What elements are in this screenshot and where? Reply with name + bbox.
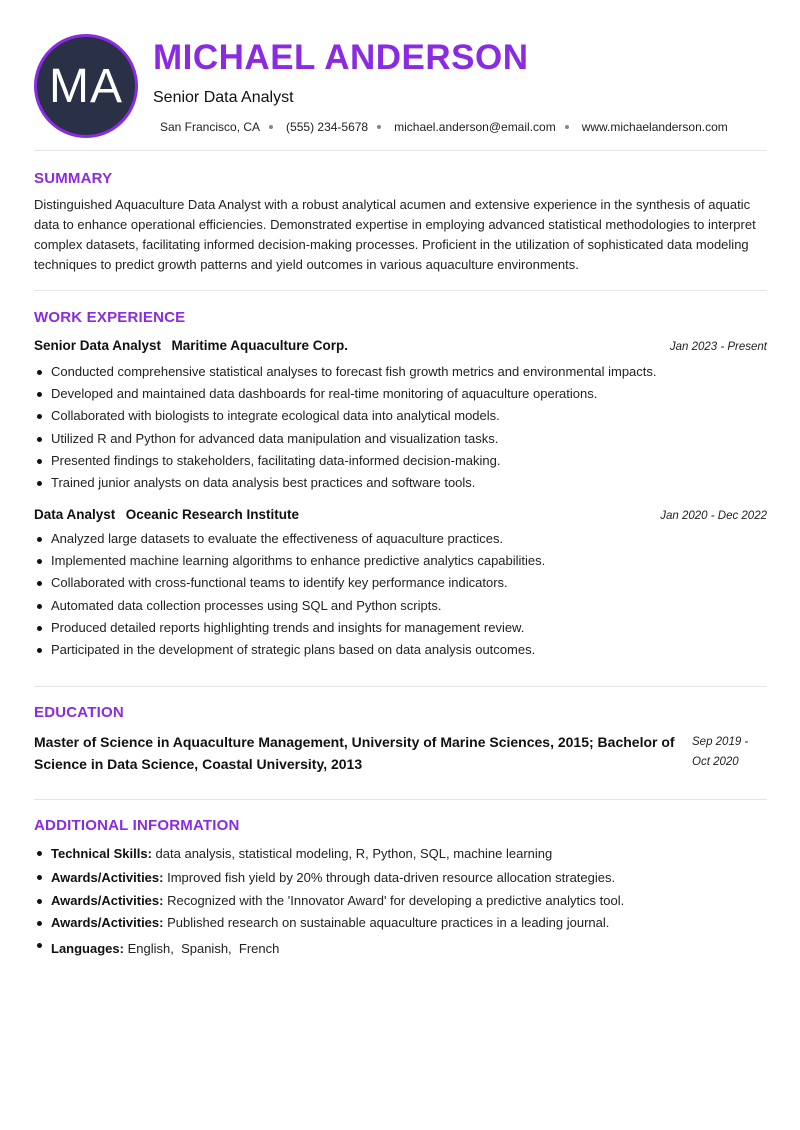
section-divider [34, 686, 767, 687]
info-label: Languages: [51, 941, 124, 956]
summary-heading: SUMMARY [34, 170, 113, 187]
candidate-name: MICHAEL ANDERSON [153, 38, 529, 77]
separator-dot-icon [565, 125, 569, 129]
list-item [34, 912, 767, 934]
education-dates: Sep 2019 - Oct 2020 [692, 736, 749, 768]
job-bullets [34, 528, 767, 661]
info-text: English, Spanish, French [127, 941, 280, 956]
list-item: Conducted comprehensive statistical analyses to forecast fish growth metrics and environmental impacts. [34, 361, 767, 383]
section-divider [34, 150, 767, 151]
info-label: Technical Skills: [51, 846, 152, 861]
job-role: Data Analyst [34, 507, 116, 522]
contact-location: San Francisco, CA [160, 120, 261, 134]
info-text: Improved fish yield by 20% through data-driven resource allocation strategies. [167, 870, 616, 885]
separator-dot-icon [269, 125, 273, 129]
list-item: Utilized R and Python for advanced data manipulation and visualization tasks. [34, 428, 767, 450]
section-divider [34, 799, 767, 800]
info-label: Awards/Activities: [51, 893, 164, 908]
additional-info-heading: ADDITIONAL INFORMATION [34, 817, 240, 834]
job-role: Senior Data Analyst [34, 338, 162, 353]
info-text: data analysis, statistical modeling, R, Python, SQL, machine learning [155, 846, 553, 861]
avatar-initials: MA [49, 59, 123, 113]
job-dates: Jan 2020 - Dec 2022 [660, 510, 767, 522]
list-item: Trained junior analysts on data analysis best practices and software tools. [34, 472, 767, 494]
list-item: Collaborated with biologists to integrate ecological data into analytical models. [34, 405, 767, 427]
job-bullets [34, 361, 767, 494]
contact-website[interactable]: www.michaelanderson.com [581, 120, 728, 134]
list-item: Implemented machine learning algorithms to enhance predictive analytics capabilities. [34, 550, 767, 572]
separator-dot-icon [377, 125, 381, 129]
list-item [34, 890, 767, 912]
avatar [34, 34, 138, 138]
summary-text: Distinguished Aquaculture Data Analyst with a robust analytical acumen and extensive experience in the synthesis of aquatic data to enhance operational efficiencies. Demonstrated expertise in employing advanced statistical methodologies to interpret complex datasets, facilitating informed decision-making processes. Proficient in the utilization of sophisticated data modeling techniques to predict growth patterns and yield outcomes in various aquaculture environments. [34, 197, 756, 272]
contact-line [160, 119, 728, 135]
list-item: Presented findings to stakeholders, facilitating data-informed decision-making. [34, 450, 767, 472]
candidate-title: Senior Data Analyst [153, 89, 294, 106]
list-item [34, 842, 767, 866]
list-item: Participated in the development of strategic plans based on data analysis outcomes. [34, 639, 767, 661]
education-heading: EDUCATION [34, 704, 124, 721]
education-entry [34, 731, 767, 775]
job-header [34, 506, 767, 525]
contact-email[interactable]: michael.anderson@email.com [394, 120, 556, 134]
job-dates: Jan 2023 - Present [669, 341, 767, 353]
list-item: Produced detailed reports highlighting trends and insights for management review. [34, 617, 767, 639]
info-text: Published research on sustainable aquaculture practices in a leading journal. [167, 915, 610, 930]
job-company: Maritime Aquaculture Corp. [171, 338, 349, 353]
contact-phone: (555) 234-5678 [286, 120, 369, 134]
list-item [34, 866, 767, 890]
list-item: Analyzed large datasets to evaluate the effectiveness of aquaculture practices. [34, 528, 767, 550]
list-item [34, 934, 767, 964]
education-degree: Master of Science in Aquaculture Management, University of Marine Sciences, 2015; Bachelor of Science in Data Science, Coastal University, 2013 [34, 734, 675, 772]
work-experience-heading: WORK EXPERIENCE [34, 309, 186, 326]
info-label: Awards/Activities: [51, 870, 164, 885]
additional-info-list [34, 842, 767, 964]
job-company: Oceanic Research Institute [125, 507, 300, 522]
info-text: Recognized with the 'Innovator Award' for developing a predictive analytics tool. [167, 893, 625, 908]
list-item: Collaborated with cross-functional teams to identify key performance indicators. [34, 572, 767, 594]
list-item: Automated data collection processes using SQL and Python scripts. [34, 595, 767, 617]
info-label: Awards/Activities: [51, 915, 164, 930]
list-item: Developed and maintained data dashboards for real-time monitoring of aquaculture operations. [34, 383, 767, 405]
section-divider [34, 290, 767, 291]
job-header [34, 337, 767, 356]
